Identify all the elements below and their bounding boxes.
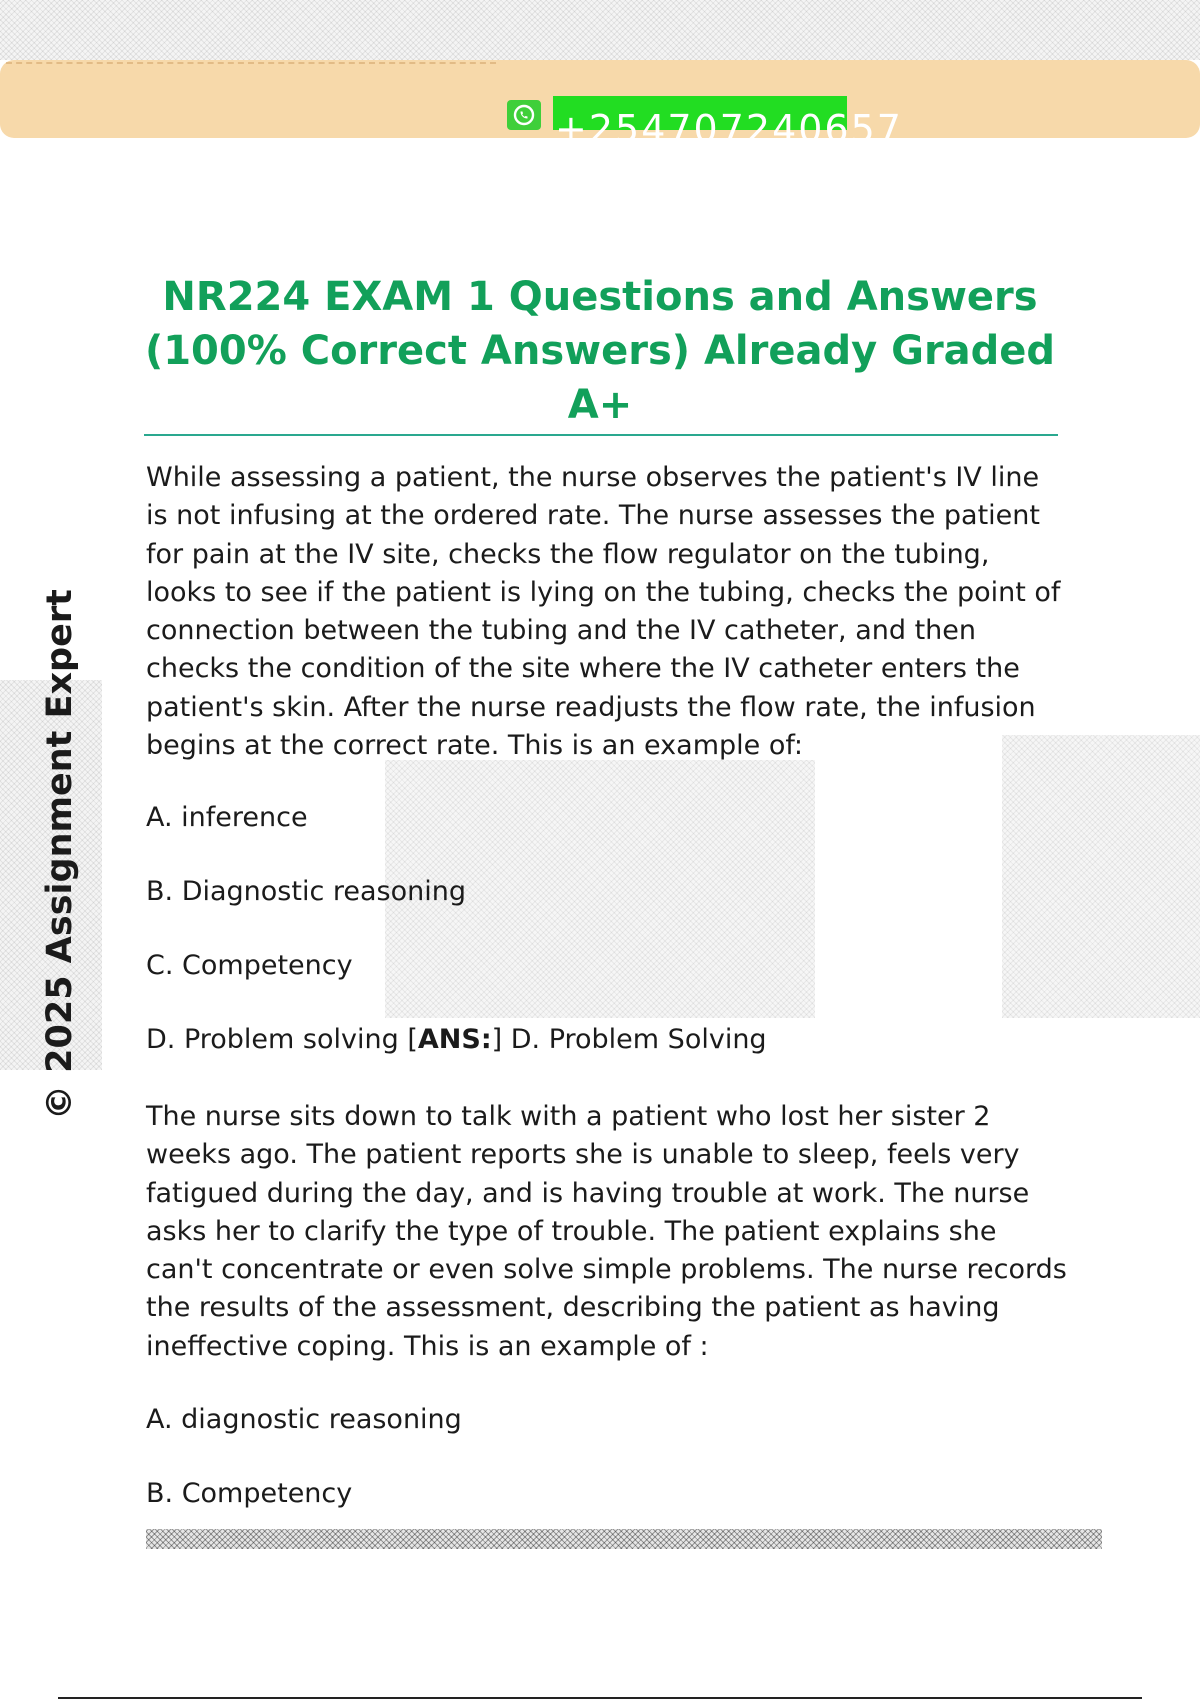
question-1-option-a: A. inference: [146, 802, 308, 833]
answer-open-bracket: [: [407, 1024, 418, 1055]
phone-number-link[interactable]: [553, 96, 903, 151]
top-hatch-pattern: [0, 0, 1200, 60]
question-1-option-d: [146, 1023, 767, 1057]
option-d-label: D. Problem solving: [146, 1024, 399, 1055]
scan-artifact-bar: [146, 1529, 1102, 1549]
question-1-option-c: C. Competency: [146, 950, 353, 981]
question-1-option-b: B. Diagnostic reasoning: [146, 876, 466, 907]
document-title: NR224 EXAM 1 Questions and Answers (100% Correct Answers) Already Graded A+: [144, 274, 1056, 428]
whatsapp-icon[interactable]: [507, 100, 541, 130]
phone-number-text: +254707240657: [555, 107, 903, 151]
question-2-text: The nurse sits down to talk with a patient who lost her sister 2 weeks ago. The patient reports she is unable to sleep, feels very fatigued during the day, and is having trouble at work. The nurse asks her to clarify the type of trouble. The patient explains she can't concentrate or even solve simple problems. The nurse records the results of the assessment, describing the patient as having ineffective coping. This is an example of :: [146, 1101, 1067, 1362]
banner-faint-text: [6, 62, 496, 68]
answer-label: ANS:: [417, 1024, 492, 1055]
scan-artifact-hatch: [1002, 735, 1200, 1018]
question-1-text: While assessing a patient, the nurse observes the patient's IV line is not infusing at the ordered rate. The nurse assesses the patient for pain at the IV site, checks the flow regulator on the tubing, looks to see if the patient is lying on the tubing, checks the point of connection between the tubing and the IV catheter, and then checks the condition of the site where the IV catheter enters the patient's skin. After the nurse readjusts the flow rate, the infusion begins at the correct rate. This is an example of:: [146, 462, 1061, 762]
question-2-option-a: A. diagnostic reasoning: [146, 1404, 462, 1435]
question-2-option-b: B. Competency: [146, 1478, 353, 1509]
copyright-watermark: © 2025 Assignment Expert: [40, 589, 80, 1120]
title-divider: [144, 434, 1058, 436]
answer-value: ] D. Problem Solving: [491, 1024, 767, 1055]
footer-rule: [58, 1697, 1142, 1699]
